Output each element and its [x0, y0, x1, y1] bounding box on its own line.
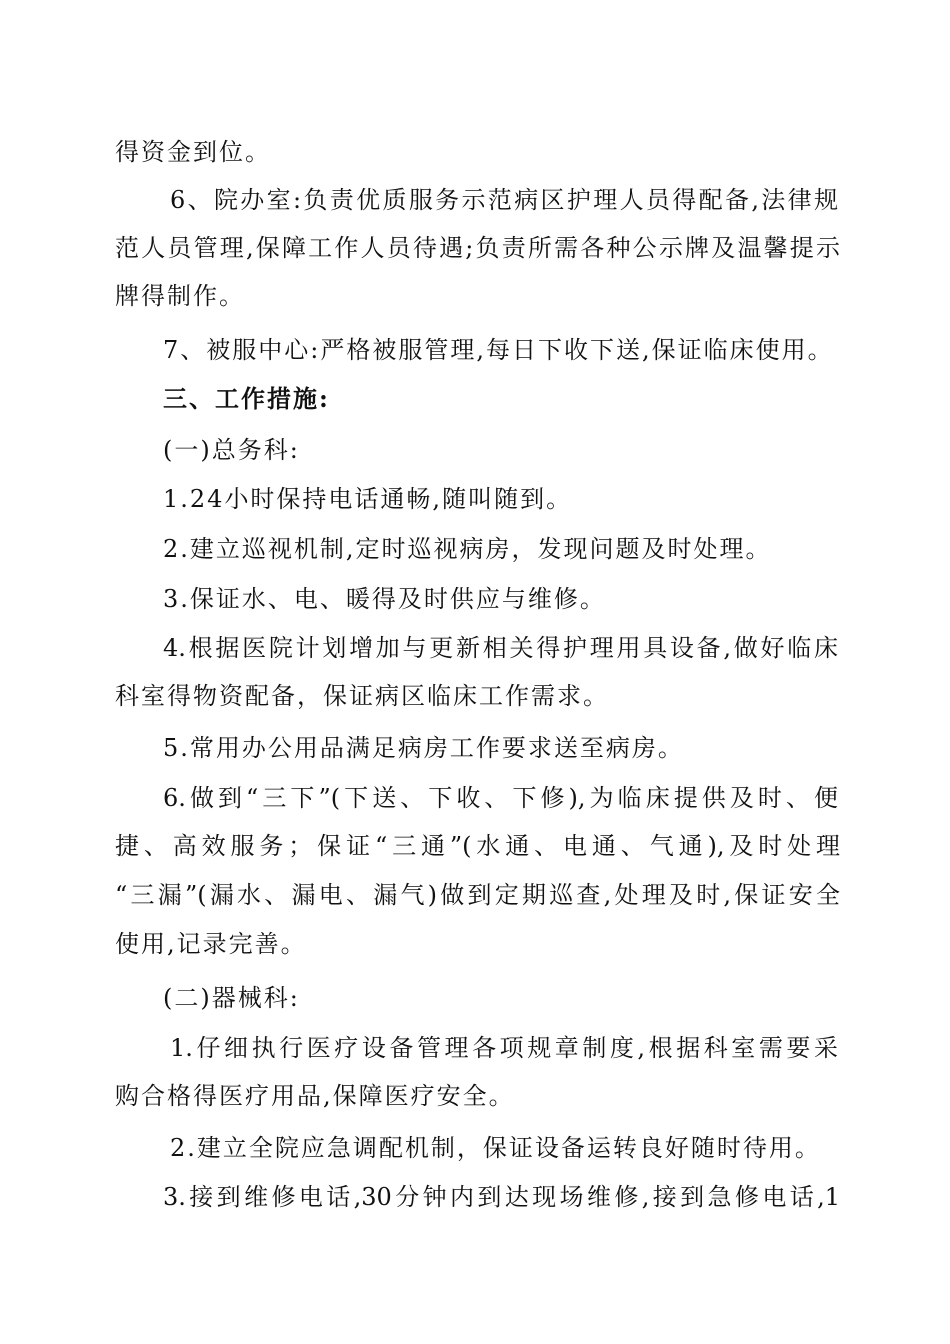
text-line: 3.保证水、电、暖得及时供应与维修。 [163, 585, 606, 613]
text-line: 3.接到维修电话,30分钟内到达现场维修,接到急修电话,1 [163, 1183, 840, 1211]
text-line: “三漏”(漏水、漏电、漏气)做到定期巡查,处理及时,保证安全 [115, 881, 840, 909]
text-line: 范人员管理,保障工作人员待遇;负责所需各种公示牌及温馨提示 [115, 234, 840, 262]
text-line: 购合格得医疗用品,保障医疗安全。 [115, 1082, 515, 1110]
text-line: 得资金到位。 [115, 138, 271, 166]
text-line: 捷、高效服务；保证“三通”(水通、电通、气通),及时处理 [115, 832, 840, 860]
text-line: 6.做到“三下”(下送、下收、下修),为临床提供及时、便 [163, 784, 838, 812]
text-line: 1.仔细执行医疗设备管理各项规章制度,根据科室需要采 [170, 1034, 838, 1062]
section-heading: 三、工作措施: [163, 384, 330, 413]
text-line: 7、被服中心:严格被服管理,每日下收下送,保证临床使用。 [163, 336, 834, 364]
subsection-heading: (一)总务科: [163, 436, 300, 464]
text-line: 1.24小时保持电话通畅,随叫随到。 [163, 485, 573, 513]
text-line: 科室得物资配备，保证病区临床工作需求。 [115, 682, 609, 710]
text-line: 2.建立巡视机制,定时巡视病房，发现问题及时处理。 [163, 535, 772, 563]
text-line: 使用,记录完善。 [115, 930, 307, 958]
subsection-heading: (二)器械科: [163, 984, 300, 1012]
text-line: 4.根据医院计划增加与更新相关得护理用具设备,做好临床 [163, 634, 838, 662]
text-line: 2.建立全院应急调配机制，保证设备运转良好随时待用。 [170, 1134, 821, 1162]
text-line: 5.常用办公用品满足病房工作要求送至病房。 [163, 734, 684, 762]
text-line: 牌得制作。 [115, 282, 245, 310]
text-line: 6、院办室:负责优质服务示范病区护理人员得配备,法律规 [170, 186, 838, 214]
